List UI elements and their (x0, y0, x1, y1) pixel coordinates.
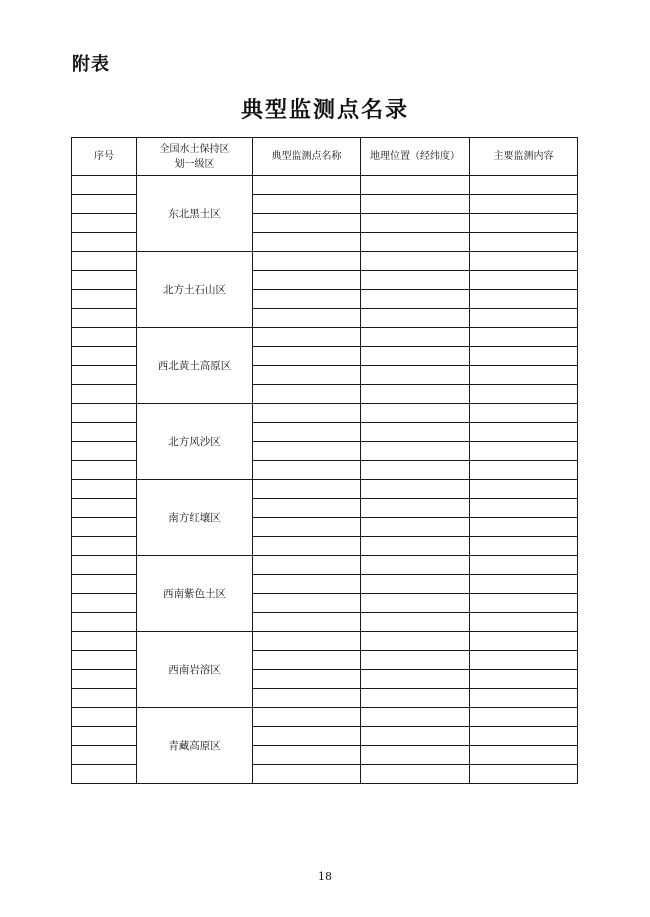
serial-number-cell (72, 290, 137, 309)
site-name-cell (253, 689, 361, 708)
location-cell (361, 461, 470, 480)
location-cell (361, 328, 470, 347)
location-cell (361, 765, 470, 784)
serial-number-cell (72, 442, 137, 461)
location-cell (361, 613, 470, 632)
serial-number-cell (72, 176, 137, 195)
location-cell (361, 404, 470, 423)
monitoring-content-cell (470, 309, 578, 328)
serial-number-cell (72, 670, 137, 689)
table-row (72, 404, 578, 423)
monitoring-content-cell (470, 290, 578, 309)
serial-number-cell (72, 271, 137, 290)
location-cell (361, 290, 470, 309)
region-cell: 北方土石山区 (137, 252, 253, 328)
monitoring-content-cell (470, 518, 578, 537)
site-name-cell (253, 404, 361, 423)
monitoring-content-cell (470, 328, 578, 347)
location-cell (361, 233, 470, 252)
page-number: 18 (318, 870, 332, 883)
location-cell (361, 651, 470, 670)
site-name-cell (253, 309, 361, 328)
region-cell: 西南紫色土区 (137, 556, 253, 632)
serial-number-cell (72, 347, 137, 366)
region-cell: 青藏高原区 (137, 708, 253, 784)
site-name-cell (253, 708, 361, 727)
location-cell (361, 214, 470, 233)
site-name-cell (253, 385, 361, 404)
serial-number-cell (72, 461, 137, 480)
monitoring-content-cell (470, 499, 578, 518)
serial-number-cell (72, 233, 137, 252)
site-name-cell (253, 632, 361, 651)
monitoring-content-cell (470, 556, 578, 575)
serial-number-cell (72, 708, 137, 727)
location-cell (361, 556, 470, 575)
table-row (72, 176, 578, 195)
site-name-cell (253, 252, 361, 271)
site-name-cell (253, 366, 361, 385)
monitoring-content-cell (470, 632, 578, 651)
serial-number-cell (72, 252, 137, 271)
monitoring-content-cell (470, 480, 578, 499)
region-cell: 北方风沙区 (137, 404, 253, 480)
location-cell (361, 708, 470, 727)
location-cell (361, 347, 470, 366)
monitoring-content-cell (470, 404, 578, 423)
site-name-cell (253, 499, 361, 518)
site-name-cell (253, 176, 361, 195)
location-cell (361, 746, 470, 765)
site-name-cell (253, 518, 361, 537)
monitoring-content-cell (470, 670, 578, 689)
header-serial-number: 序号 (72, 138, 137, 176)
serial-number-cell (72, 765, 137, 784)
serial-number-cell (72, 556, 137, 575)
monitoring-content-cell (470, 423, 578, 442)
table-header-row (72, 138, 578, 176)
monitoring-site-table (71, 137, 578, 784)
serial-number-cell (72, 214, 137, 233)
monitoring-content-cell (470, 461, 578, 480)
table-row (72, 252, 578, 271)
location-cell (361, 385, 470, 404)
location-cell (361, 727, 470, 746)
table-body (72, 176, 578, 784)
region-cell: 西南岩溶区 (137, 632, 253, 708)
monitoring-content-cell (470, 176, 578, 195)
monitoring-content-cell (470, 366, 578, 385)
site-name-cell (253, 214, 361, 233)
table-row (72, 632, 578, 651)
monitoring-content-cell (470, 613, 578, 632)
site-name-cell (253, 290, 361, 309)
monitoring-content-cell (470, 708, 578, 727)
monitoring-content-cell (470, 727, 578, 746)
site-name-cell (253, 233, 361, 252)
region-cell: 东北黑土区 (137, 176, 253, 252)
monitoring-content-cell (470, 233, 578, 252)
location-cell (361, 632, 470, 651)
site-name-cell (253, 347, 361, 366)
serial-number-cell (72, 727, 137, 746)
monitoring-content-cell (470, 594, 578, 613)
table-row (72, 556, 578, 575)
region-cell: 西北黄土高原区 (137, 328, 253, 404)
monitoring-content-cell (470, 651, 578, 670)
site-name-cell (253, 727, 361, 746)
header-monitoring-content: 主要监测内容 (470, 138, 578, 176)
header-site-name: 典型监测点名称 (253, 138, 361, 176)
location-cell (361, 442, 470, 461)
serial-number-cell (72, 328, 137, 347)
location-cell (361, 575, 470, 594)
site-name-cell (253, 670, 361, 689)
site-name-cell (253, 556, 361, 575)
serial-number-cell (72, 385, 137, 404)
table-row (72, 328, 578, 347)
site-name-cell (253, 195, 361, 214)
serial-number-cell (72, 689, 137, 708)
serial-number-cell (72, 746, 137, 765)
monitoring-content-cell (470, 252, 578, 271)
serial-number-cell (72, 499, 137, 518)
site-name-cell (253, 594, 361, 613)
table-row (72, 708, 578, 727)
location-cell (361, 537, 470, 556)
location-cell (361, 423, 470, 442)
header-conservation-region-text: 全国水土保持区划一级区 (159, 143, 230, 170)
monitoring-content-cell (470, 765, 578, 784)
site-name-cell (253, 765, 361, 784)
location-cell (361, 271, 470, 290)
monitoring-content-cell (470, 347, 578, 366)
site-name-cell (253, 651, 361, 670)
document-title: 典型监测点名录 (240, 98, 409, 123)
serial-number-cell (72, 651, 137, 670)
site-name-cell (253, 746, 361, 765)
site-name-cell (253, 423, 361, 442)
site-name-cell (253, 271, 361, 290)
monitoring-content-cell (470, 271, 578, 290)
serial-number-cell (72, 423, 137, 442)
location-cell (361, 195, 470, 214)
table-row (72, 480, 578, 499)
location-cell (361, 518, 470, 537)
location-cell (361, 309, 470, 328)
appendix-label: 附表 (72, 54, 110, 75)
header-location: 地理位置（经纬度） (361, 138, 470, 176)
serial-number-cell (72, 480, 137, 499)
site-name-cell (253, 442, 361, 461)
serial-number-cell (72, 404, 137, 423)
monitoring-content-cell (470, 689, 578, 708)
serial-number-cell (72, 537, 137, 556)
monitoring-content-cell (470, 195, 578, 214)
monitoring-content-cell (470, 537, 578, 556)
monitoring-content-cell (470, 214, 578, 233)
monitoring-content-cell (470, 575, 578, 594)
serial-number-cell (72, 195, 137, 214)
location-cell (361, 670, 470, 689)
location-cell (361, 594, 470, 613)
site-name-cell (253, 537, 361, 556)
location-cell (361, 499, 470, 518)
region-cell: 南方红壤区 (137, 480, 253, 556)
location-cell (361, 480, 470, 499)
serial-number-cell (72, 594, 137, 613)
location-cell (361, 176, 470, 195)
serial-number-cell (72, 613, 137, 632)
location-cell (361, 252, 470, 271)
location-cell (361, 689, 470, 708)
monitoring-content-cell (470, 442, 578, 461)
site-name-cell (253, 480, 361, 499)
serial-number-cell (72, 309, 137, 328)
site-name-cell (253, 613, 361, 632)
site-name-cell (253, 328, 361, 347)
monitoring-content-cell (470, 385, 578, 404)
monitoring-content-cell (470, 746, 578, 765)
serial-number-cell (72, 366, 137, 385)
serial-number-cell (72, 632, 137, 651)
site-name-cell (253, 575, 361, 594)
serial-number-cell (72, 518, 137, 537)
header-conservation-region (137, 138, 253, 176)
site-name-cell (253, 461, 361, 480)
location-cell (361, 366, 470, 385)
serial-number-cell (72, 575, 137, 594)
